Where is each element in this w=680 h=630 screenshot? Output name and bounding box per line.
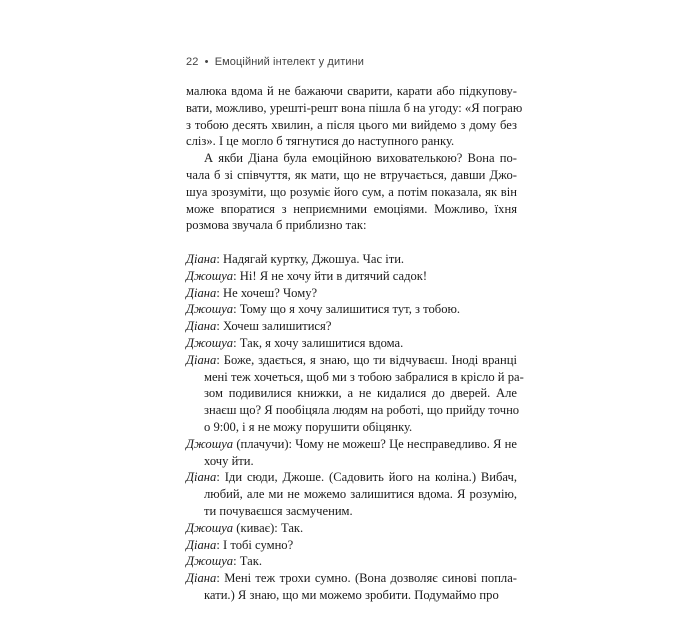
dialogue-entry [186, 469, 517, 519]
dialogue-text: Хочеш залишитися? [223, 319, 332, 334]
dialogue-entry [186, 251, 517, 268]
dialogue-entry [186, 285, 517, 302]
dialogue-line: кати.) Я знаю, що ми можемо зробити. Подумаймо про [204, 587, 499, 602]
dialogue-line: о 9:00, і я не можу порушити обіцянку. [204, 419, 413, 434]
dialogue-line [186, 301, 517, 318]
text-line: чала б зі співчуття, як мати, що не втручається, давши Джо- [186, 167, 517, 182]
dialogue-line [186, 469, 517, 486]
speaker-name: Джошуа [186, 520, 234, 535]
dialogue-entry [186, 352, 524, 436]
dialogue-line [186, 268, 517, 285]
dialogue-line: любий, але ми не можемо залишитися вдома. Я розумію, [204, 487, 517, 502]
speaker-name: Джошуа [186, 302, 234, 317]
speaker-suffix: : [216, 352, 224, 367]
dialogue-line [186, 318, 517, 335]
paragraph-1 [186, 83, 523, 150]
dialogue-line [186, 553, 517, 570]
speaker-suffix: : [216, 285, 224, 300]
text-line: сліз». І це могло б тягнутися до наступного ранку. [186, 134, 455, 149]
speaker-suffix: : [216, 470, 225, 485]
dialogue-entry [186, 537, 517, 554]
dialogue-line [186, 570, 517, 587]
dialogue-line [186, 335, 517, 352]
dialogue-line [186, 537, 517, 554]
dialogue-entry [186, 335, 517, 352]
speaker-name: Джошуа [186, 436, 234, 451]
dialogue-entry [186, 520, 517, 537]
book-title: Емоційний інтелект у дитини [214, 56, 365, 68]
header-separator: • [204, 56, 209, 68]
speaker-suffix: : [216, 251, 224, 266]
dialogue-text: Так. [280, 520, 304, 535]
dialogue-line [186, 285, 517, 302]
dialogue-text: Ні! Я не хочу йти в дитячий садок! [239, 268, 428, 283]
dialogue-text: Не хочеш? Чому? [223, 285, 318, 300]
dialogue-text: Так. [239, 554, 263, 569]
dialogue-text: Іди сюди, Джоше. (Садовить його на коліна.) Вибач, [224, 470, 517, 485]
speaker-suffix: : [216, 319, 224, 334]
dialogue-text: Боже, здається, я знаю, що ти відчуваєш. Іноді вранці [223, 352, 517, 367]
dialogue-line: зом подивилися книжки, а не кидалися до дверей. Але [204, 386, 517, 401]
dialogue-text: Мені теж трохи сумно. (Вона дозволяє синові попла- [224, 571, 518, 586]
dialogue-entry [186, 436, 517, 470]
speaker-suffix: : [216, 571, 225, 586]
dialogue-text: Чому не можеш? Це несправедливо. Я не [295, 436, 517, 451]
dialogue-text: Тому що я хочу залишитися тут, з тобою. [239, 302, 461, 317]
text-line: з тобою десять хвилин, а після цього ми вийдемо з дому без [186, 117, 517, 132]
speaker-suffix: (киває): [233, 520, 281, 535]
dialogue-line: знаєш що? Я пообіцяла людям на роботі, що прийду точно [204, 403, 520, 418]
speaker-name: Діана [186, 319, 217, 334]
speaker-suffix: : [233, 554, 240, 569]
speaker-suffix: (плачучи): [233, 436, 296, 451]
speaker-name: Діана [186, 285, 217, 300]
dialogue-line [186, 352, 517, 369]
speaker-suffix: : [233, 302, 240, 317]
speaker-name: Діана [186, 470, 217, 485]
speaker-suffix: : [216, 537, 224, 552]
dialogue-entry [186, 268, 517, 285]
dialogue-text: І тобі сумно? [223, 537, 294, 552]
text-line: вати, можливо, урешті-решт вона пішла б на угоду: «Я пограю [186, 100, 523, 115]
dialogue-line [186, 251, 517, 268]
text-line: розмова звучала б приблизно так: [186, 218, 367, 233]
dialogue-line: ти почуваєшся засмученим. [204, 503, 353, 518]
dialogue-entry [186, 553, 517, 570]
dialogue-text: Надягай куртку, Джошуа. Час іти. [223, 251, 405, 266]
speaker-suffix: : [233, 335, 240, 350]
speaker-suffix: : [233, 268, 240, 283]
speaker-name: Джошуа [186, 268, 234, 283]
speaker-name: Джошуа [186, 335, 234, 350]
dialogue-entry [186, 301, 517, 318]
paragraph-2 [186, 150, 517, 234]
running-header [186, 56, 364, 68]
text-line: може впоратися з неприємними емоціями. Можливо, їхня [186, 201, 517, 216]
text-line: шуа зрозуміти, що розуміє його сум, а потім показала, як він [186, 184, 517, 199]
text-line: А якби Діана була емоційною вихователькою? Вона по- [204, 151, 517, 166]
speaker-name: Діана [186, 251, 217, 266]
speaker-name: Діана [186, 537, 217, 552]
dialogue-entry [186, 318, 517, 335]
page-number: 22 [186, 56, 199, 68]
dialogue-line [186, 436, 517, 453]
speaker-name: Діана [186, 571, 217, 586]
speaker-name: Діана [186, 352, 217, 367]
speaker-name: Джошуа [186, 554, 234, 569]
dialogue-line [186, 520, 517, 537]
dialogue-line: мені теж хочеться, щоб ми з тобою забралися в крісло й ра- [204, 369, 524, 384]
dialogue-line: хочу йти. [204, 453, 254, 468]
page-body [186, 83, 524, 604]
dialogue-entry [186, 570, 517, 604]
dialogue-text: Так, я хочу залишитися вдома. [239, 335, 404, 350]
dialogue [186, 251, 524, 604]
text-line: малюка вдома й не бажаючи сварити, карати або підкупову- [186, 84, 517, 98]
